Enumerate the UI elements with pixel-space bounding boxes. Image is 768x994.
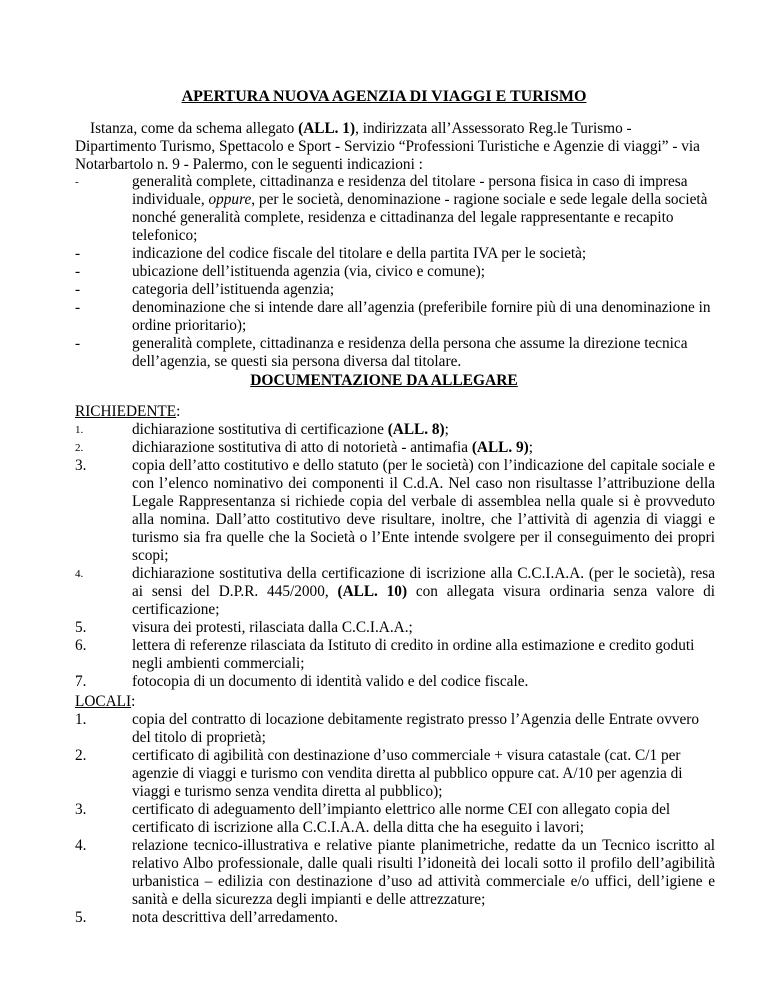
- list-item-text: denominazione che si intende dare all’agenzia (preferibile fornire più di una denominazione in ordine prioritario);: [132, 299, 711, 334]
- section-heading-text: RICHIEDENTE: [75, 403, 177, 420]
- list-item-text: , per le società, denominazione - ragione sociale e sede legale della società nonché generalità complete, residenza e cittadinanza del legale rappresentante e recapito telefonico;: [132, 191, 708, 244]
- list-item: [75, 909, 715, 927]
- attachment-ref: (ALL. 10): [337, 583, 408, 600]
- list-number: 3.: [75, 801, 87, 818]
- list-number: 2.: [75, 442, 84, 454]
- list-item-text: relazione tecnico-illustrativa e relative piante planimetriche, redatte da un Tecnico iscritto al relativo Albo professionale, dalle quali risulti l’idoneità dei locali sotto il profilo dell’agibilità urbanistica – edilizia con destinazione d’uso ad attività commerciale e/o uffici, dell’igiene e sanità e della sicurezza degli impianti e delle attrezzature;: [132, 837, 715, 908]
- list-number: 7.: [75, 673, 87, 690]
- list-marker: -: [75, 176, 79, 188]
- section-heading-suffix: :: [131, 693, 136, 710]
- list-item-text: ubicazione dell’istituenda agenzia (via, civico e comune);: [132, 263, 485, 280]
- list-number: 5.: [75, 909, 87, 926]
- richiedente-list: [75, 421, 715, 691]
- list-item: [75, 673, 715, 691]
- locali-heading: [75, 693, 135, 711]
- list-item-text: lettera di referenze rilasciata da Istituto di credito in ordine alla estimazione e credito goduti negli ambienti commerciali;: [132, 637, 695, 672]
- list-item: [75, 837, 715, 909]
- list-item: [75, 637, 715, 673]
- list-item-text: visura dei protesti, rilasciata dalla C.C.I.A.A.;: [132, 619, 413, 636]
- list-marker: -: [75, 263, 81, 280]
- list-item-text: ;: [528, 439, 534, 456]
- list-item-text: dichiarazione sostitutiva di atto di notorietà - antimafia: [132, 439, 472, 456]
- intro-paragraph: [75, 120, 715, 174]
- list-item: [75, 299, 715, 335]
- list-marker: -: [75, 281, 81, 298]
- list-number: 4.: [75, 568, 84, 580]
- list-number: 6.: [75, 637, 87, 654]
- list-item-text: dichiarazione sostitutiva della certificazione di iscrizione alla C.C.I.A.A. (per le società), resa ai sensi del D.P.R. 445/2000,: [132, 565, 715, 600]
- list-item-text: generalità complete, cittadinanza e residenza della persona che assume la direzione tecnica dell’agenzia, se questi sia persona diversa dal titolare.: [132, 335, 688, 370]
- list-item: [75, 173, 715, 245]
- list-item: [75, 439, 715, 457]
- list-item: [75, 245, 715, 263]
- intro-text-continued: , indirizzata all’Assessorato Reg.le Turismo - Dipartimento Turismo, Spettacolo e Sport - Servizio “Professioni Turistiche e Agenzie di viaggi” - via Notarbartolo n. 9 - Palermo, con le seguenti indicazioni :: [75, 120, 700, 173]
- list-item: [75, 263, 715, 281]
- attachment-ref: (ALL. 9): [471, 439, 529, 456]
- list-item-text: con allegata visura ordinaria senza valore di certificazione;: [132, 583, 715, 618]
- intro-text: Istanza, come da schema allegato: [90, 120, 299, 137]
- list-number: 4.: [75, 837, 87, 854]
- list-item-text: nota descrittiva dell’arredamento.: [132, 909, 338, 926]
- list-item: [75, 281, 715, 299]
- section-heading-suffix: :: [176, 403, 181, 420]
- list-item-text: copia dell’atto costitutivo e dello statuto (per le società) con l’indicazione del capitale sociale e con l’elenco nominativo dei componenti il C.d.A. Nel caso non risultasse l’attribuzione della Legale Rappresentanza si richiede copia del verbale di assemblea nella quale si è provveduto alla nomina. Dall’atto costitutivo deve risultare, inoltre, che l’attività di agenzia di viaggi e turismo sia fra quelle che la Società o l’Ente intende svolgere per il conseguimento dei propri scopi;: [132, 457, 715, 564]
- list-item: [75, 565, 715, 619]
- list-item: [75, 619, 715, 637]
- attachment-ref: (ALL. 8): [387, 421, 445, 438]
- list-item-text: fotocopia di un documento di identità valido e del codice fiscale.: [132, 673, 529, 690]
- list-item-text: categoria dell’istituenda agenzia;: [132, 281, 335, 298]
- intro-attachment-ref: (ALL. 1): [298, 120, 356, 137]
- locali-list: [75, 711, 715, 927]
- list-item: [75, 711, 715, 747]
- richiedente-heading: [75, 403, 180, 421]
- documentation-heading: DOCUMENTAZIONE DA ALLEGARE: [250, 372, 518, 389]
- list-item-emphasis: oppure: [208, 191, 252, 208]
- list-number: 5.: [75, 619, 87, 636]
- list-item-text: generalità complete, cittadinanza e residenza del titolare - persona fisica in caso di impresa individuale,: [132, 173, 688, 208]
- list-number: 2.: [75, 747, 87, 764]
- list-item-text: certificato di adeguamento dell’impianto elettrico alle norme CEI con allegato copia del certificato di iscrizione alla C.C.I.A.A. della ditta che ha eseguito i lavori;: [132, 801, 671, 836]
- list-item: [75, 747, 715, 801]
- page-title: APERTURA NUOVA AGENZIA DI VIAGGI E TURISMO: [181, 88, 587, 105]
- list-item: [75, 801, 715, 837]
- list-marker: -: [75, 335, 81, 352]
- list-item-text: certificato di agibilità con destinazione d’uso commerciale + visura catastale (cat. C/1 per agenzie di viaggi e turismo con vendita diretta al pubblico oppure cat. A/10 per agenzia di viaggi e turismo senza vendita diretta al pubblico);: [132, 747, 683, 800]
- list-item-text: ;: [444, 421, 449, 438]
- list-item-text: dichiarazione sostitutiva di certificazione: [132, 421, 388, 438]
- list-number: 3.: [75, 457, 87, 474]
- list-marker: -: [75, 245, 81, 262]
- list-item-text: copia del contratto di locazione debitamente registrato presso l’Agenzia delle Entrate ovvero del titolo di proprietà;: [132, 711, 700, 746]
- section-heading-text: LOCALI: [75, 693, 132, 710]
- list-number: 1.: [75, 711, 87, 728]
- indications-list: [75, 173, 715, 371]
- list-marker: -: [75, 299, 81, 316]
- list-item: [75, 457, 715, 565]
- list-number: 1.: [75, 424, 84, 436]
- list-item: [75, 421, 715, 439]
- list-item-text: indicazione del codice fiscale del titolare e della partita IVA per le società;: [132, 245, 587, 262]
- list-item: [75, 335, 715, 371]
